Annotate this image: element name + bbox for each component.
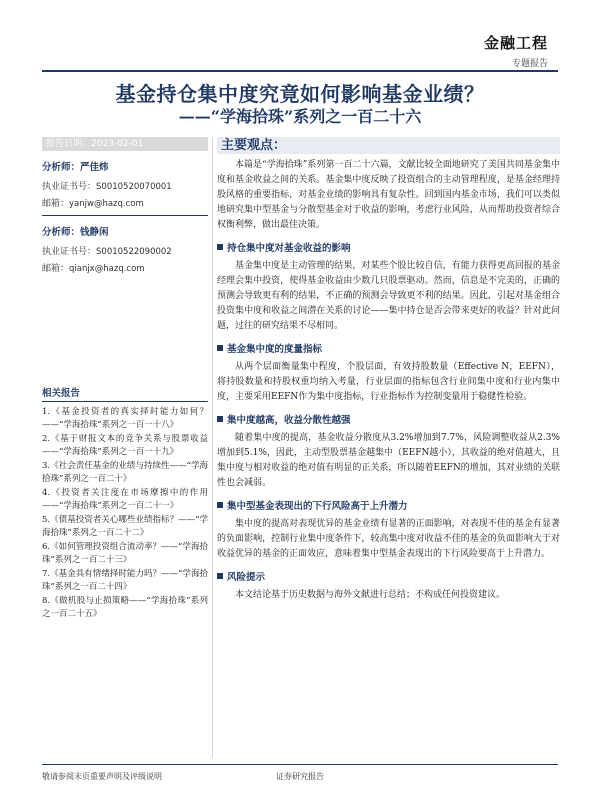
related-report-item[interactable]: 1.《基金投资者的真实择时能力如何？——“学海拾珠”系列之一百一十八》 [42, 407, 208, 430]
footer-disclaimer[interactable]: 敬请参阅末页重要声明及评级说明 [42, 772, 162, 781]
section-heading: 集中度越高，收益分散性越强 [217, 414, 560, 427]
document-title: 基金持仓集中度究竟如何影响基金业绩？ [115, 82, 485, 106]
related-report-item[interactable]: 6.《如何管理投资组合流动率？——“学海拾珠”系列之一百二十三》 [42, 542, 208, 565]
square-bullet-icon [217, 345, 223, 351]
analyst-email: 邮箱：yanjw@hazq.com [42, 199, 144, 209]
square-bullet-icon [217, 244, 223, 250]
analyst-cert: 执业证书号：S0010520070001 [42, 182, 172, 192]
section-risk-warning [217, 571, 560, 603]
section-body: 随着集中度的提高，基金收益分散度从3.2%增加到7.7%，风险调整收益从2.3%增加到5.1%，因此，主动型股票基金越集中（EEFN越小），其收益的绝对值越大，且集中度与相对收益的绝对值有明显的正关系，所以随着EEFN的增加，其对业绩的关联性也会减弱。 [217, 433, 560, 488]
section-heading: 持仓集中度对基金收益的影响 [217, 242, 560, 255]
analyst-sidebar [42, 137, 208, 278]
section-body: 基金集中度是主动管理的结果，对某些个股比较自信，有能力获得更高回报的基金经理会集中投资，使得基金收益由少数几只股票驱动。然而，信息是不完美的，正确的预测会导致更有利的结果，不正确的预测会导致更不利的结果。因此，引起对基金组合投资集中度和收益之间潜在关系的讨论——集中持仓是否会带来更好的收益？针对此问题，过往的研究结果不尽相同。 [217, 261, 560, 331]
report-category-title: 金融工程 [483, 34, 548, 52]
square-bullet-icon [217, 502, 223, 508]
section-downside-risk [217, 500, 560, 562]
square-bullet-icon [217, 416, 223, 422]
intro-paragraph: 本篇是“学海拾珠”系列第一百二十六篇，文献比较全面地研究了美国共同基金集中度和基金收益之间的关系。基金集中度反映了投资组合的主动管理程度，是基金经理持股风格的重要指标，对基金业绩的影响具有复杂性。回到国内基金市场，我们可以类似地研究集中型基金与分散型基金对于收益的影响，考虑行业风险，从而帮助投资者综合权衡利弊，做出最佳决策。 [217, 160, 560, 230]
section-body: 本文结论基于历史数据与海外文献进行总结；不构成任何投资建议。 [235, 590, 506, 600]
related-report-item[interactable]: 5.《债基投资者关心哪些业绩指标？——“学海拾珠”系列之一百二十二》 [42, 515, 208, 538]
section-heading: 风险提示 [217, 571, 560, 584]
analyst-block-1 [42, 159, 208, 209]
report-date: 报告日期：2023-02-01 [42, 137, 208, 151]
related-report-item[interactable]: 8.《做机股与止损策略——“学海拾珠”系列之一百二十五》 [42, 596, 208, 619]
footer-report-type: 证券研究报告 [276, 772, 324, 781]
square-bullet-icon [217, 573, 223, 579]
document-subtitle: ——“学海拾珠”系列之一百二十六 [178, 107, 422, 126]
analyst-cert: 执业证书号：S0010522090002 [42, 247, 172, 257]
related-report-item[interactable]: 3.《社会责任基金的业绩与持续性——“学海拾珠”系列之一百二十》 [42, 461, 208, 484]
report-type-label: 专题报告 [511, 59, 548, 69]
related-report-item[interactable]: 4.《投资者关注度在市场摩擦中的作用——“学海拾珠”系列之一百二十一》 [42, 488, 208, 511]
related-report-item[interactable]: 2.《基于财报文本的竞争关系与股票收益——“学海拾珠”系列之一百一十九》 [42, 434, 208, 457]
divider [42, 215, 208, 216]
header-divider [42, 70, 558, 72]
related-reports-heading: 相关报告 [42, 385, 208, 402]
analyst-name: 分析师：钱静闲 [42, 227, 109, 238]
main-view-column [217, 137, 560, 603]
section-return-dispersion [217, 414, 560, 491]
related-report-item[interactable]: 7.《基金具有情绪择时能力吗？——“学海拾珠”系列之一百二十四》 [42, 569, 208, 592]
section-heading: 集中型基金表现出的下行风险高于上升潜力 [217, 500, 560, 513]
column-divider [212, 137, 213, 757]
analyst-block-2 [42, 224, 208, 274]
related-reports [42, 385, 208, 622]
section-concentration-impact [217, 242, 560, 334]
section-heading: 基金集中度的度量指标 [217, 343, 560, 356]
section-concentration-metrics [217, 343, 560, 405]
section-body: 集中度的提高对表现优异的基金业绩有显著的正面影响，对表现不佳的基金有显著的负面影响，控制行业集中度条件下，较高集中度对收益不佳的基金的负面影响大于对收益优异的基金的正面效应，意味着集中型基金表现出的下行风险要高于上升潜力。 [217, 519, 560, 559]
analyst-email: 邮箱：qianjx@hazq.com [42, 264, 145, 274]
analyst-name: 分析师：严佳炜 [42, 162, 109, 173]
footer-divider [42, 764, 558, 765]
main-view-heading: 主要观点： [217, 137, 560, 154]
section-body: 从两个层面衡量集中程度，个股层面，有效持股数量（Effective N，EEFN），将持股数量和持股权重均纳入考量，行业层面的指标包含行业间集中度和行业内集中度，主要采用EEFN作为集中度指标，行业指标作为控制变量用于稳健性检验。 [217, 362, 560, 402]
